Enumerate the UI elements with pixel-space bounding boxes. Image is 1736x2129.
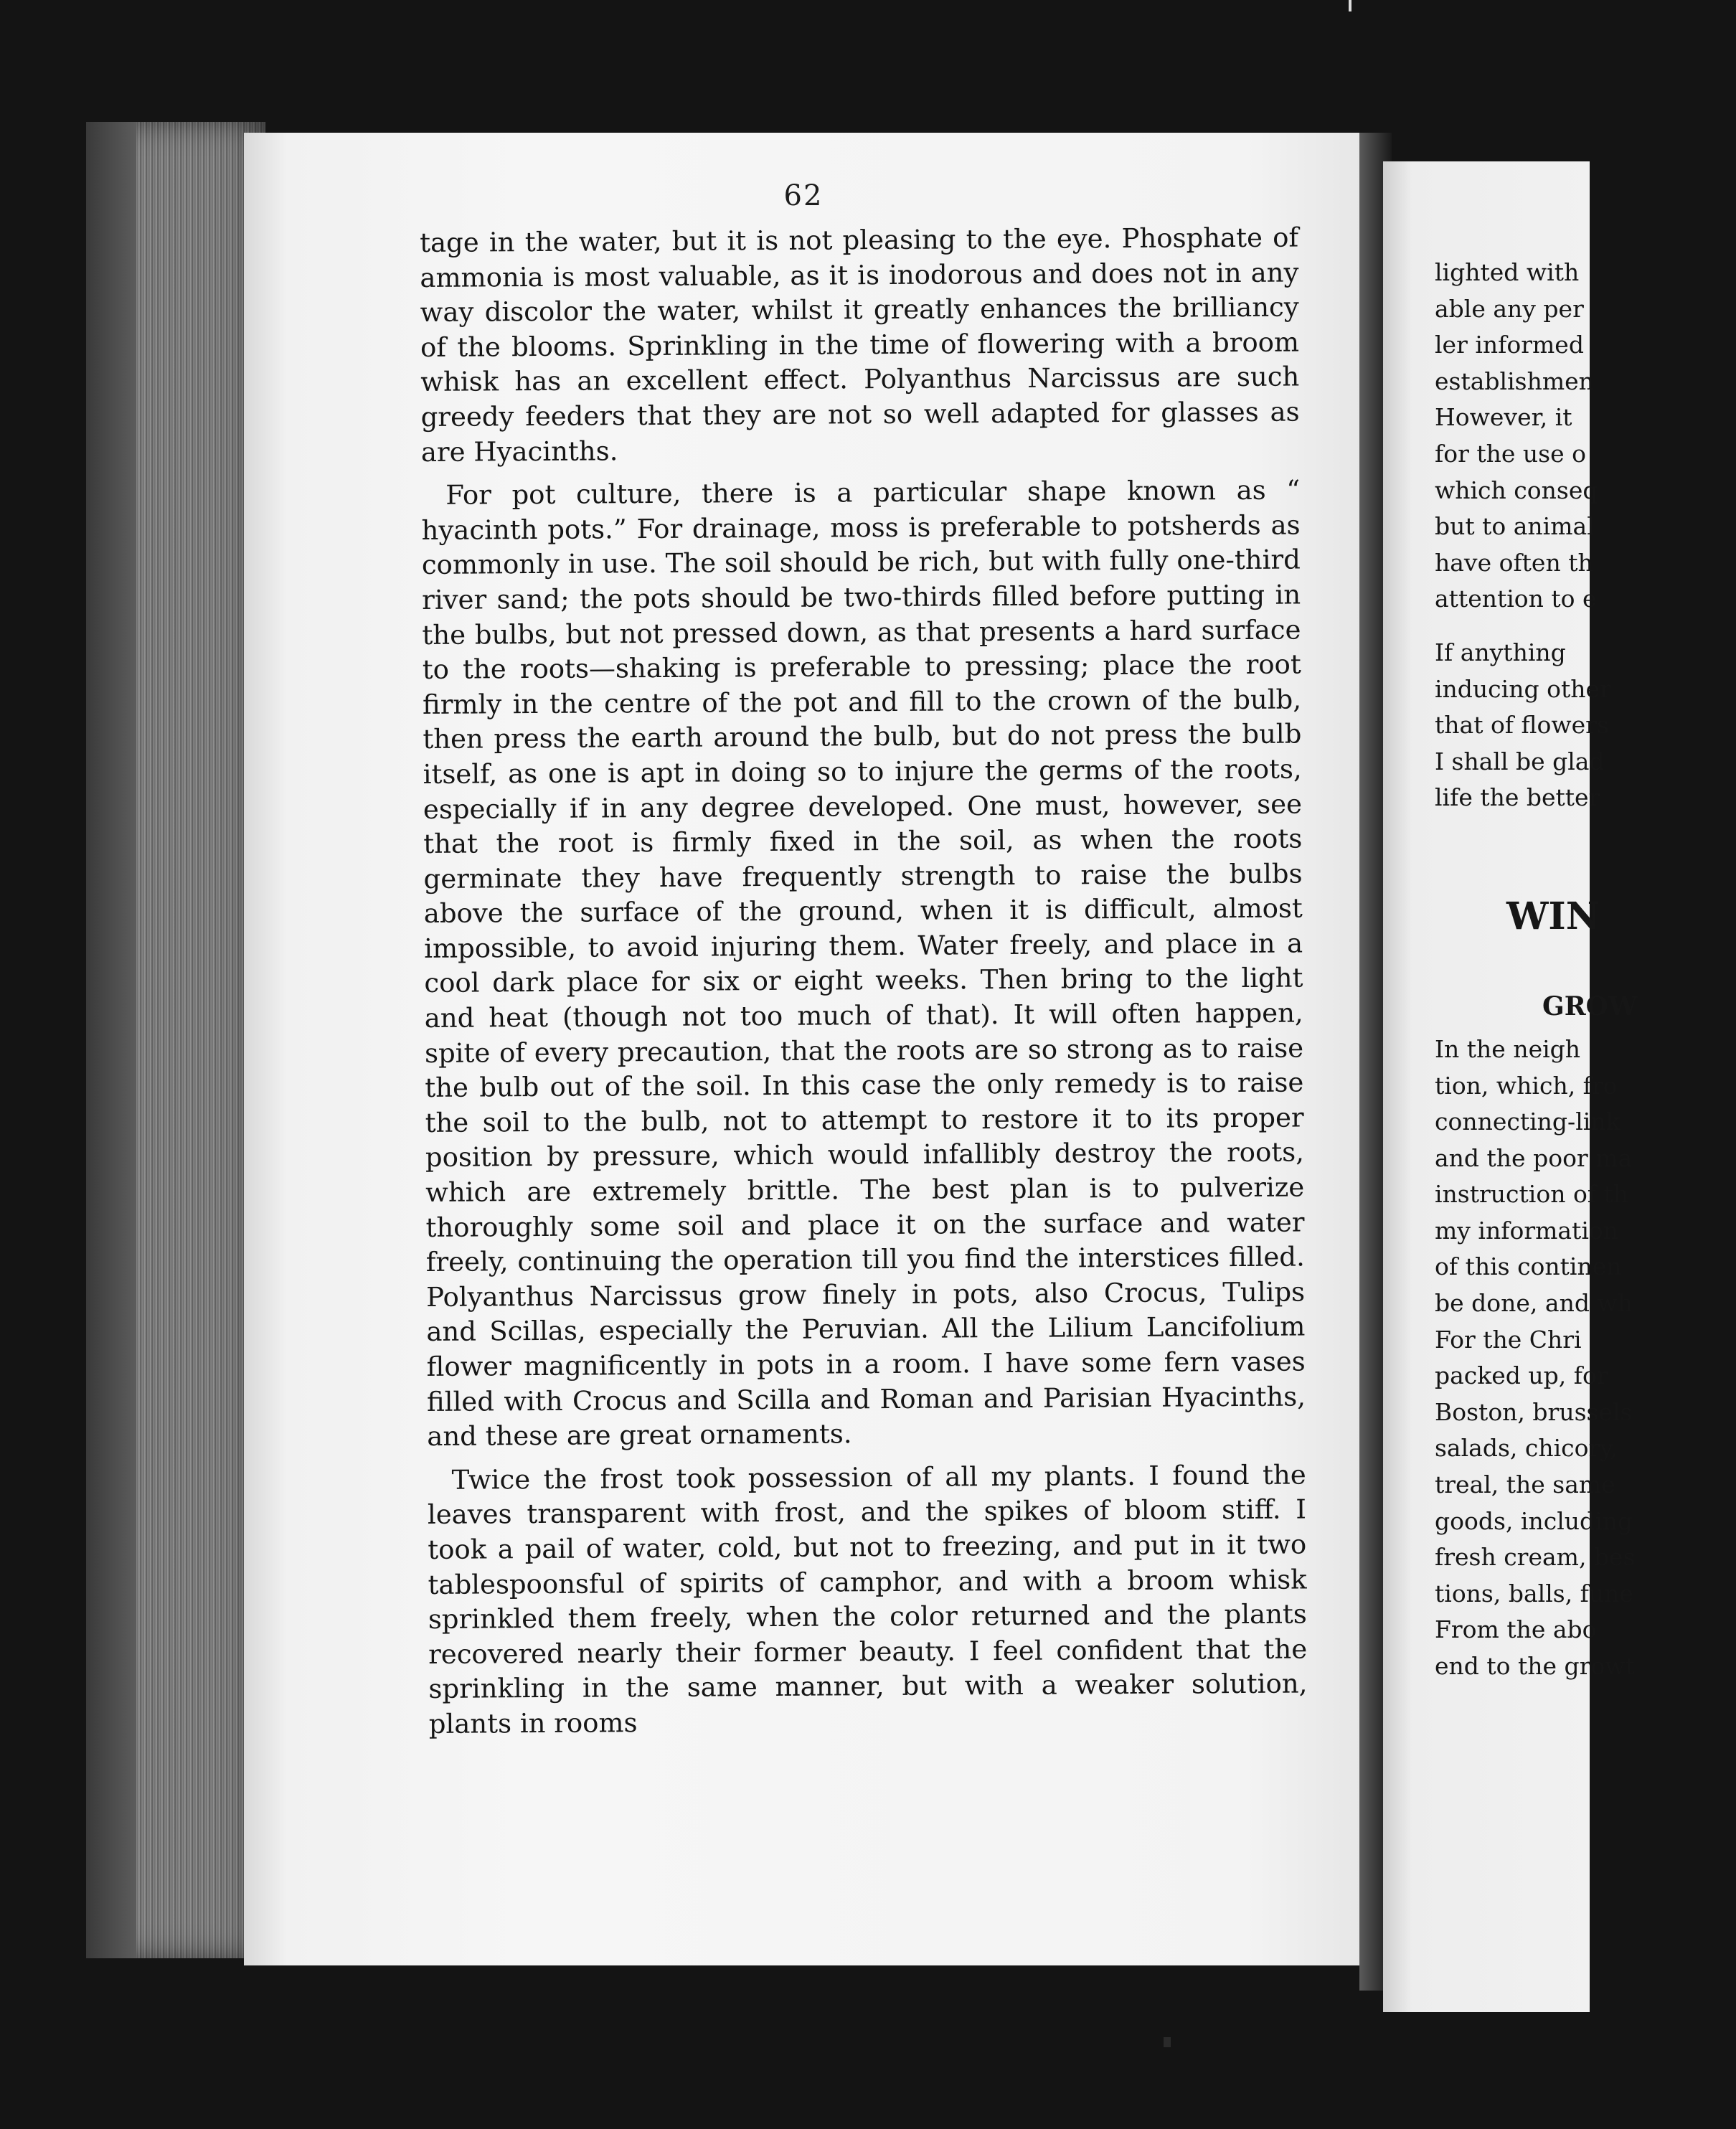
right-line: connecting-link: [1435, 1108, 1621, 1136]
page-number: 62: [783, 179, 824, 212]
right-page: [1383, 161, 1638, 2012]
right-line: have often th: [1435, 548, 1593, 577]
section-subheading: GROW: [1542, 991, 1638, 1021]
right-line: packed up, for: [1435, 1361, 1608, 1390]
right-line: be done, and wh: [1435, 1289, 1633, 1318]
right-line: able any per: [1435, 294, 1584, 323]
paragraph-1: tage in the water, but it is not pleasing to the eye. Phosphate of ammonia is most valuable, as it is inodorous and does not in any way discolor the water, whilst it greatly enhances the brilliancy of the blooms. Sprinkling in the time of flowering with a broom whisk has an excellent effect. Polyanthus Narcissus are such greedy feeders that they are not so well adapted for glasses as are Hyacinths.: [420, 222, 1300, 468]
right-line: I shall be glad: [1435, 747, 1605, 775]
right-page-body: [1435, 255, 1736, 1685]
right-line: which conseq: [1435, 476, 1598, 504]
paragraph-gap: [1435, 618, 1736, 635]
right-line: that of flowers: [1435, 711, 1609, 740]
right-line: but to animal: [1435, 512, 1595, 541]
right-line: instruction of th: [1435, 1180, 1629, 1209]
right-line: of this continen: [1435, 1252, 1622, 1281]
right-line: and the poor ma: [1435, 1143, 1633, 1172]
paragraph-3: Twice the frost took possession of all my plants. I found the leaves transparent with frost, and the spikes of bloom stiff. I took a pail of water, cold, but not to freezing, and put in it two tablespoonsful of spirits of camphor, and with a broom whisk sprinkled them freely, when the color returned and the plants recovered nearly their former beauty. I feel confident that the sprinkling in the same manner, but with a weaker solution, plants in rooms: [427, 1459, 1308, 1739]
right-line: goods, including: [1435, 1506, 1633, 1535]
right-line: If anything: [1435, 638, 1566, 666]
right-line: fresh cream, bes: [1435, 1543, 1636, 1572]
right-line: inducing other: [1435, 674, 1611, 703]
right-line: my information: [1435, 1216, 1618, 1245]
right-line: ler informed: [1435, 331, 1584, 359]
right-line: In the neigh: [1435, 1034, 1581, 1063]
right-line: However, it: [1435, 403, 1572, 432]
right-line: for the use o: [1435, 439, 1586, 468]
right-line: life the better: [1435, 783, 1600, 812]
right-line: lighted with: [1435, 258, 1580, 286]
film-speck: [1164, 2037, 1171, 2047]
section-heading: WIN: [1506, 894, 1600, 938]
right-line: From the abo: [1435, 1615, 1597, 1644]
right-line: treal, the same: [1435, 1471, 1615, 1499]
left-page-body: [420, 221, 1308, 1742]
right-line: Boston, brussels: [1435, 1397, 1633, 1426]
paragraph-2: For pot culture, there is a particular shape known as “ hyacinth pots.” For drainage, moss is preferable to potsherds as commonly in use. The soil should be rich, but with fully one-third river sand; the pots should be two-thirds filled before putting in the bulbs, but not pressed down, as that presents a hard surface to the roots—shaking is preferable to pressing; place the root firmly in the centre of the pot and fill to the crown of the bulb, then press the earth around the bulb, but do not press the bulb itself, as one is apt in doing so to injure the germs of the roots, especially if in any degree developed. One must, however, see that the root is firmly fixed in the soil, as when the roots germinate they have frequently strength to raise the bulbs above the surface of the ground, when it is difficult, almost impossible, to avoid injuring them. Water freely, and place in a cool dark place for six or eight weeks. Then bring to the light and heat (though not too much of that). It will often happen, spite of every precaution, that the roots are so strong as to raise the bulb out of the soil. In this case the only remedy is to raise the soil to the bulb, not to attempt to restore it to its proper position by pressure, which would infallibly destroy the roots, which are extremely brittle. The best plan is to pulverize thoroughly some soil and place it on the surface and water freely, continuing the operation till you find the interstices filled. Polyanthus Narcissus grow finely in pots, also Crocus, Tulips and Scillas, especially the Peruvian. All the Lilium Lancifolium flower magnificently in pots in a room. I have some fern vases filled with Crocus and Scilla and Roman and Parisian Hyacinths, and these are great ornaments.: [421, 474, 1306, 1453]
right-line: For the Chri: [1435, 1325, 1582, 1354]
right-line: establishmen: [1435, 367, 1594, 395]
right-line: salads, chicory,: [1435, 1434, 1618, 1463]
book-cover-edge: [86, 122, 136, 1958]
right-line: end to the growt: [1435, 1652, 1635, 1680]
right-line: tion, which, fro: [1435, 1071, 1618, 1100]
film-speck: [1349, 0, 1351, 11]
right-line: attention to e: [1435, 585, 1597, 613]
right-line: tions, balls, fune: [1435, 1579, 1633, 1608]
left-page: [244, 133, 1363, 1965]
